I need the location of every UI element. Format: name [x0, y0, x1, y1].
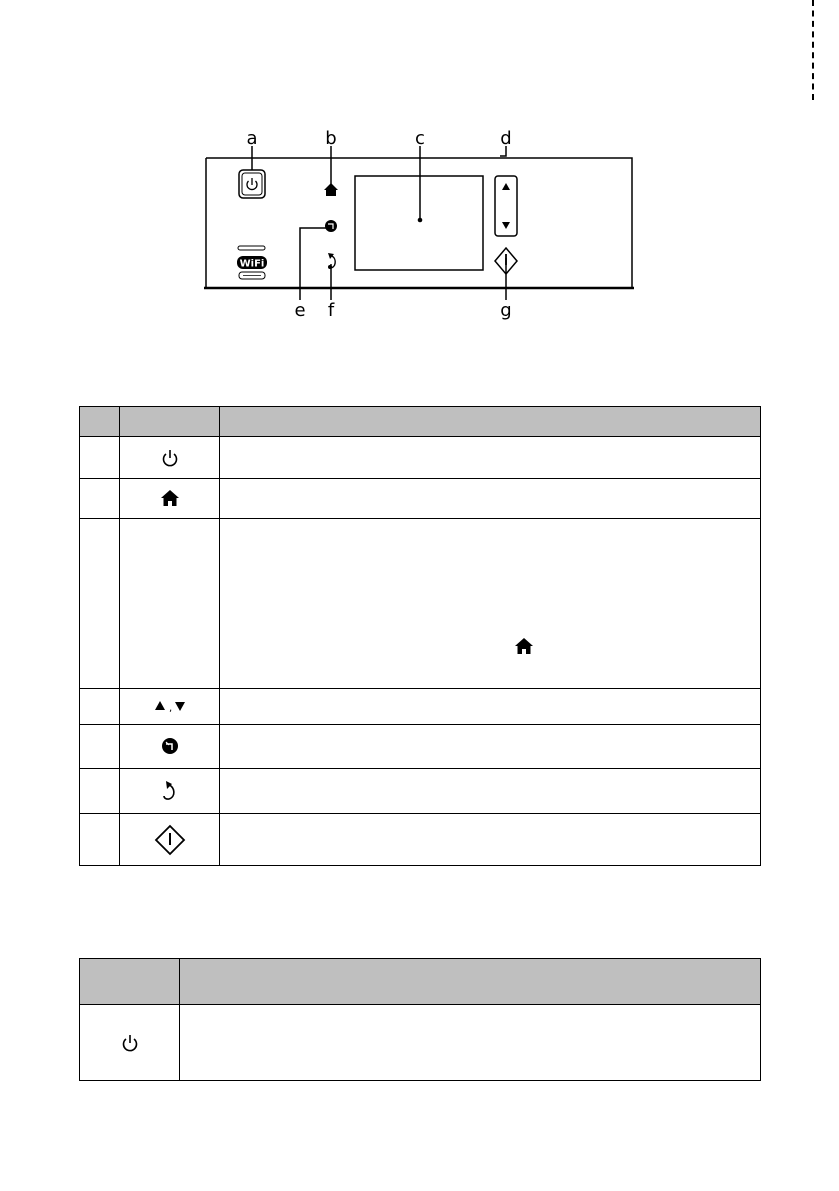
row-icon-cell [120, 814, 220, 866]
callout-label-c: c [415, 128, 425, 149]
row-description-cell [220, 689, 761, 725]
table-row [80, 1005, 761, 1081]
callout-label-f: f [327, 300, 335, 320]
button-functions-table [79, 406, 761, 866]
row-letter-cell [80, 437, 120, 479]
row-description-cell [220, 725, 761, 769]
table-header-row [80, 959, 761, 1005]
row-icon-cell [120, 519, 220, 689]
callout-label-a: a [246, 128, 258, 149]
table-row [80, 437, 761, 479]
header-cell-letter [80, 407, 120, 437]
row-letter-cell [80, 814, 120, 866]
row-icon-cell [120, 725, 220, 769]
row-letter-cell [80, 519, 120, 689]
header-cell-function [220, 407, 761, 437]
table-row [80, 769, 761, 814]
cut-guide-line [812, 0, 814, 100]
cancel-stop-icon [161, 737, 179, 755]
home-icon [514, 637, 534, 655]
power-icon [161, 448, 179, 468]
row-description-cell [220, 479, 761, 519]
callout-label-g: g [500, 300, 512, 320]
wifi-logo [237, 246, 267, 279]
row-letter-cell [80, 769, 120, 814]
start-icon [154, 824, 186, 856]
header-cell-button [120, 407, 220, 437]
table-row [80, 814, 761, 866]
row-letter-cell [80, 689, 120, 725]
table-row [80, 479, 761, 519]
lcd-screen [355, 176, 483, 270]
row-icon-cell [120, 689, 220, 725]
header-cell-status [180, 959, 761, 1005]
row-icon-cell [120, 437, 220, 479]
row-letter-cell [80, 479, 120, 519]
row-description-cell [220, 814, 761, 866]
header-cell-light [80, 959, 180, 1005]
callout-label-e: e [294, 300, 306, 320]
back-icon [161, 780, 179, 802]
row-letter-cell [80, 725, 120, 769]
row-description-cell [180, 1005, 761, 1081]
callout-label-b: b [325, 128, 337, 149]
light-status-table [79, 958, 761, 1081]
callout-label-d: d [500, 128, 512, 149]
power-button-diagram [239, 170, 265, 198]
table-row [80, 519, 761, 689]
svg-text:,: , [168, 703, 172, 714]
control-panel-diagram [200, 128, 640, 320]
power-icon [121, 1033, 139, 1053]
row-description-cell [220, 437, 761, 479]
table-row [80, 725, 761, 769]
row-icon-cell [120, 479, 220, 519]
row-description-cell [220, 519, 761, 689]
table-row [80, 689, 761, 725]
home-icon [160, 489, 180, 507]
wifi-logo-text: WiFi [239, 258, 265, 270]
up-down-arrows-icon [154, 699, 186, 713]
control-panel-svg [200, 128, 640, 320]
row-icon-cell [120, 769, 220, 814]
cancel-stop-icon [325, 220, 337, 232]
table-header-row [80, 407, 761, 437]
row-description-cell [220, 769, 761, 814]
row-icon-cell [80, 1005, 180, 1081]
